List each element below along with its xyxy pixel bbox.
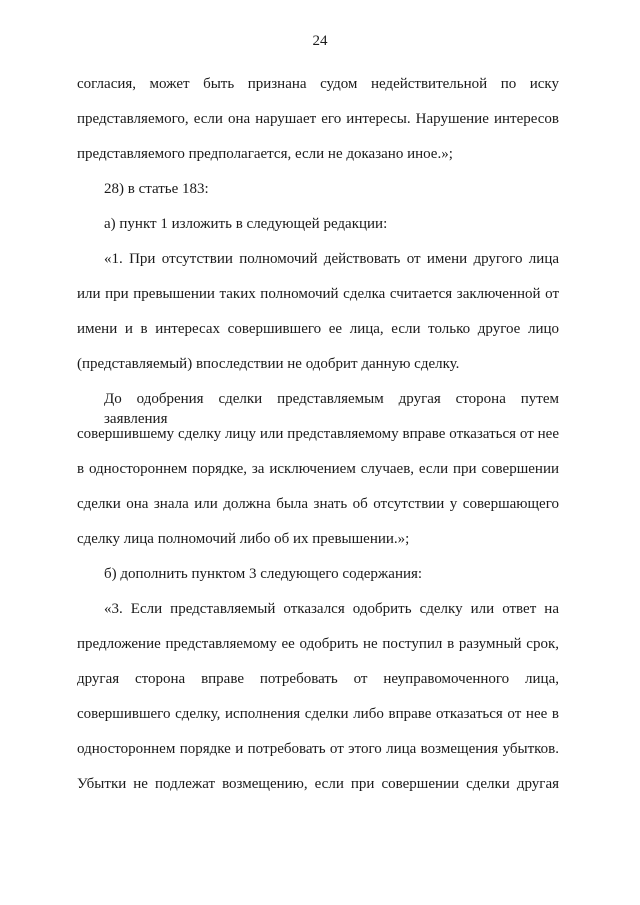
text-line: Убытки не подлежат возмещению, если при совершении сделки другая — [77, 776, 559, 792]
text-line: в одностороннем порядке, за исключением случаев, если при совершении — [77, 461, 559, 477]
text-line: До одобрения сделки представляемым другая сторона путем заявления — [104, 391, 559, 427]
text-line: а) пункт 1 изложить в следующей редакции: — [104, 216, 388, 232]
text-line: предложение представляемому ее одобрить не поступил в разумный срок, — [77, 636, 559, 652]
text-line: «1. При отсутствии полномочий действовать от имени другого лица — [104, 251, 559, 267]
text-line: 28) в статье 183: — [104, 181, 209, 197]
text-line: сделку лица полномочий либо об их превышении.»; — [77, 531, 410, 547]
text-line: представляемого предполагается, если не доказано иное.»; — [77, 146, 453, 162]
text-line: другая сторона вправе потребовать от неуправомоченного лица, — [77, 671, 559, 687]
text-line: совершившего сделку, исполнения сделки либо вправе отказаться от нее в — [77, 706, 559, 722]
text-line: согласия, может быть признана судом недействительной по иску — [77, 76, 559, 92]
text-line: совершившему сделку лицу или представляемому вправе отказаться от нее — [77, 426, 559, 442]
text-line: сделки она знала или должна была знать об отсутствии у совершающего — [77, 496, 559, 512]
text-line: или при превышении таких полномочий сделка считается заключенной от — [77, 286, 559, 302]
text-line: «3. Если представляемый отказался одобрить сделку или ответ на — [104, 601, 559, 617]
text-line: одностороннем порядке и потребовать от этого лица возмещения убытков. — [77, 741, 559, 757]
page-number: 24 — [312, 33, 328, 49]
text-line: б) дополнить пунктом 3 следующего содержания: — [104, 566, 423, 582]
text-line: имени и в интересах совершившего ее лица, если только другое лицо — [77, 321, 559, 337]
text-line: представляемого, если она нарушает его интересы. Нарушение интересов — [77, 111, 559, 127]
text-line: (представляемый) впоследствии не одобрит данную сделку. — [77, 356, 460, 372]
